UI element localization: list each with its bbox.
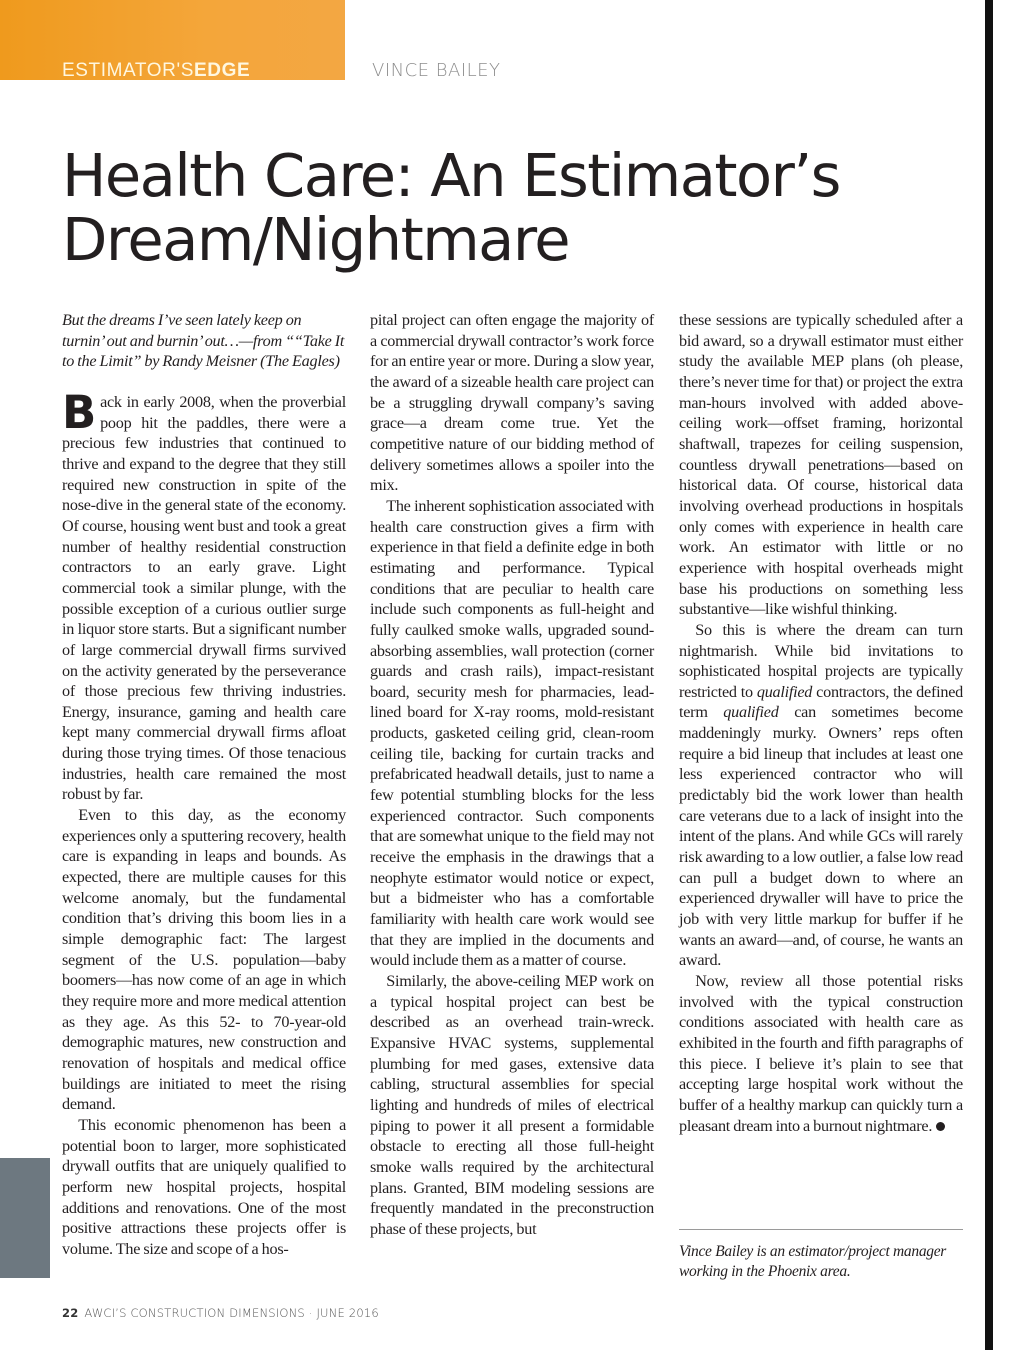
end-mark-icon — [936, 1122, 945, 1131]
section-label — [62, 60, 250, 82]
paragraph-7 — [679, 971, 963, 1136]
paragraph-6-text-c: can sometimes become maddeningly murky. Owners’ reps often require a bid lineup that includes at least one less experienced contractor who will predictably bid the work lower than health care veterans due to a lack of insight into the intent of the plans. And while GCs will rarely risk awarding to a low outlier, a false low read can pull a budget down to where an experienced drywaller will have to price the job with very little markup for buffer if he wants an award—and, of course, he wants an award. — [679, 703, 963, 970]
right-edge-rule — [985, 0, 993, 1350]
article-column-2 — [370, 310, 654, 1240]
paragraph-6 — [679, 620, 963, 971]
section-label-suffix: EDGE — [193, 60, 251, 81]
page-number: 22 — [62, 1306, 79, 1320]
paragraph-6-text-a: So this is where the dream can turn nightmarish. While bid invitations to sophisticated hospital projects are typically restricted to — [679, 620, 963, 701]
paragraph-7-text: Now, review all those potential risks involved with the typical construction conditions associated with health care as exhibited in the fourth and fifth paragraphs of this piece. I believe it’s plain to see that accepting large hospital work without the buffer of a healthy markup can quickly turn a pleasant dream into a burnout nightmare. — [679, 972, 963, 1135]
epigraph: But the dreams I’ve seen lately keep on turnin’ out and burnin’ out…—from ““Take It to the Limit” by Randy Meisner (The Eagles) — [62, 311, 345, 371]
article-column-3 — [679, 310, 963, 1136]
paragraph-4: The inherent sophistication associated with health care construction gives a firm with experience in that field a definite edge in both estimating and performance. Typical conditions that are peculiar to health care include such components as full-height and fully caulked smoke walls, upgraded sound-absorbing assemblies, wall protection (corner guards and crash rails), impact-resistant board, security mesh for pharmacies, lead-lined board for X-ray rooms, mold-resistant products, gasketed ceiling grid, clean-room ceiling tile, backing for curtain tracks and prefabricated headwall details, just to name a few potential stumbling blocks for the less experienced contractor. Such components that are somewhat unique to the field may not receive the emphasis in the drawings that a neophyte estimator would notice or expect, but a bidmeister who has a comfortable familiarity with health care work would see that they are implied in the documents and would include them as a matter of course. — [370, 496, 654, 970]
emphasis-qualified: qualified — [723, 703, 779, 722]
paragraph-2: Even to this day, as the economy experiences only a sputtering recovery, health care is expanding in leaps and bounds. As expected, there are multiple causes for this welcome anomaly, but the fundamental condition that’s driving this boom lies in a simple demographic fact: The largest segment of the U.S. population—baby boomers—has now come of an age in which they require more and more medical attention as they age. As this 52- to 70-year-old demographic matures, new construction and renovation of hospitals and medical office buildings are initiated to meet the rising demand. — [62, 806, 346, 1114]
emphasis-qualified: qualified — [756, 682, 813, 701]
author-name: VINCE BAILEY — [372, 60, 501, 81]
article-column-1 — [62, 310, 346, 1260]
side-tab-marker — [0, 1158, 50, 1278]
paragraph-3: This economic phenomenon has been a potential boon to larger, more sophisticated drywall outfits that are uniquely qualified to perform new hospital projects, hospital additions and renovations. One of the most positive attractions these projects offer is volume. The size and scope of a hos- — [62, 1115, 346, 1258]
page-footer — [62, 1306, 379, 1320]
paragraph-6-text-b: contractors, the defined term — [679, 682, 963, 722]
paragraph-3-continued: pital project can often engage the majority of a commercial drywall contractor’s work force for an entire year or more. During a slow year, the award of a sizeable health care project can be a struggling drywall company’s saving grace—a dream come true. Yet the competitive nature of our bidding method of delivery sometimes allows a spoiler into the mix. — [370, 311, 654, 495]
drop-cap: B — [62, 385, 97, 439]
bio-divider — [679, 1229, 963, 1230]
publication-info: AWCI’S CONSTRUCTION DIMENSIONS · JUNE 2016 — [84, 1306, 379, 1320]
paragraph-5-continued: these sessions are typically scheduled after a bid award, so a drywall estimator must either study the available MEP plans (oh please, there’s never time for that) or project the extra man-hours involved with added above-ceiling work—offset framing, horizontal shaftwall, trapezes for ceiling suspension, countless drywall penetrations—based on historical data. Of course, historical data involving overhead productions in hospitals only comes with experience in health care work. An estimator with little or no experience with hospital overheads might base his productions on something less substantive—like wishful thinking. — [679, 311, 963, 619]
author-bio: Vince Bailey is an estimator/project manager working in the Phoenix area. — [679, 1243, 947, 1280]
section-label-prefix: ESTIMATOR'S — [62, 60, 194, 81]
paragraph-1 — [62, 385, 346, 805]
article-title: Health Care: An Estimator’s Dream/Nightmare — [62, 141, 840, 274]
paragraph-1-text: ack in early 2008, when the proverbial poop hit the paddles, there were a precious few industries that continued to thrive and expand to the degree that they still required new construction in spite of the nose-dive in the general state of the economy. Of course, housing went bust and took a great number of healthy residential construction contractors to an early grave. Light commercial took a similar plunge, with the possible exception of a curious outlier surge in liquor store starts. But a significant number of large commercial drywall firms survived on the activity generated by the perseverance of those precious few thriving industries. Energy, insurance, gaming and health care kept many commercial drywall firms afloat during those trying times. Of those tenacious industries, health care remained the most robust by far. — [62, 392, 346, 804]
paragraph-5: Similarly, the above-ceiling MEP work on a typical hospital project can best be described as an overhead train-wreck. Expansive HVAC systems, supplemental plumbing for med gases, extensive data cabling, structural assemblies for special lighting and hundreds of miles of electrical piping to power it all present a formidable obstacle to erecting all those full-height smoke walls required by the architectural plans. Granted, BIM modeling sessions are frequently mandated in the preconstruction phase of these projects, but — [370, 972, 654, 1238]
